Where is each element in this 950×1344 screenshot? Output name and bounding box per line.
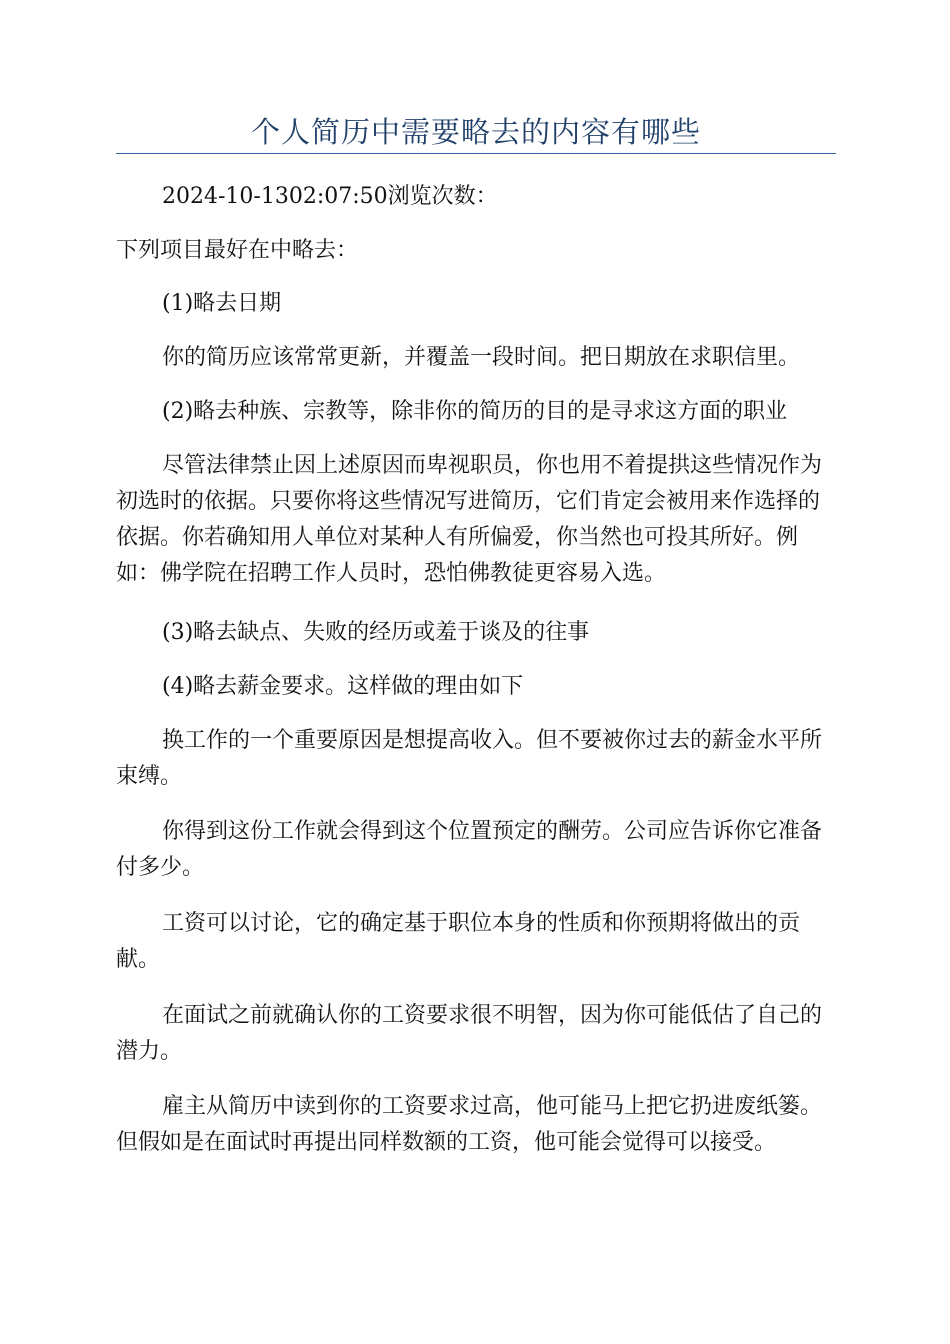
meta-line: 2024-10-1302:07:50浏览次数： bbox=[162, 184, 498, 209]
paragraph-12: 雇主从简历中读到你的工资要求过高，他可能马上把它扔进废纸篓。但假如是在面试时再提出同样数额的工资，他可能会觉得可以接受。 bbox=[116, 1094, 823, 1155]
paragraph-4: (2)略去种族、宗教等，除非你的简历的目的是寻求这方面的职业 bbox=[162, 399, 788, 424]
paragraph-1: 下列项目最好在中略去： bbox=[116, 238, 359, 263]
paragraph-2: (1)略去日期 bbox=[162, 291, 282, 316]
paragraph-8: 换工作的一个重要原因是想提高收入。但不要被你过去的薪金水平所束缚。 bbox=[116, 728, 823, 789]
paragraph-7: (4)略去薪金要求。这样做的理由如下 bbox=[162, 674, 524, 699]
document-title: 个人简历中需要略去的内容有哪些 bbox=[250, 115, 701, 149]
title-underline bbox=[116, 153, 836, 154]
paragraph-10: 工资可以讨论，它的确定基于职位本身的性质和你预期将做出的贡献。 bbox=[116, 911, 801, 972]
paragraph-6: (3)略去缺点、失败的经历或羞于谈及的往事 bbox=[162, 620, 590, 645]
paragraph-3: 你的简历应该常常更新，并覆盖一段时间。把日期放在求职信里。 bbox=[162, 345, 801, 370]
paragraph-5: 尽管法律禁止因上述原因而卑视职员，你也用不着提拱这些情况作为初选时的依据。只要你将这些情况写进简历，它们肯定会被用来作选择的依据。你若确知用人单位对某种人有所偏爱，你当然也可投其所好。例如：佛学院在招聘工作人员时，恐怕佛教徒更容易入选。 bbox=[116, 453, 823, 586]
paragraph-9: 你得到这份工作就会得到这个位置预定的酬劳。公司应告诉你它准备付多少。 bbox=[116, 819, 823, 880]
paragraph-11: 在面试之前就确认你的工资要求很不明智，因为你可能低估了自己的潜力。 bbox=[116, 1003, 823, 1064]
